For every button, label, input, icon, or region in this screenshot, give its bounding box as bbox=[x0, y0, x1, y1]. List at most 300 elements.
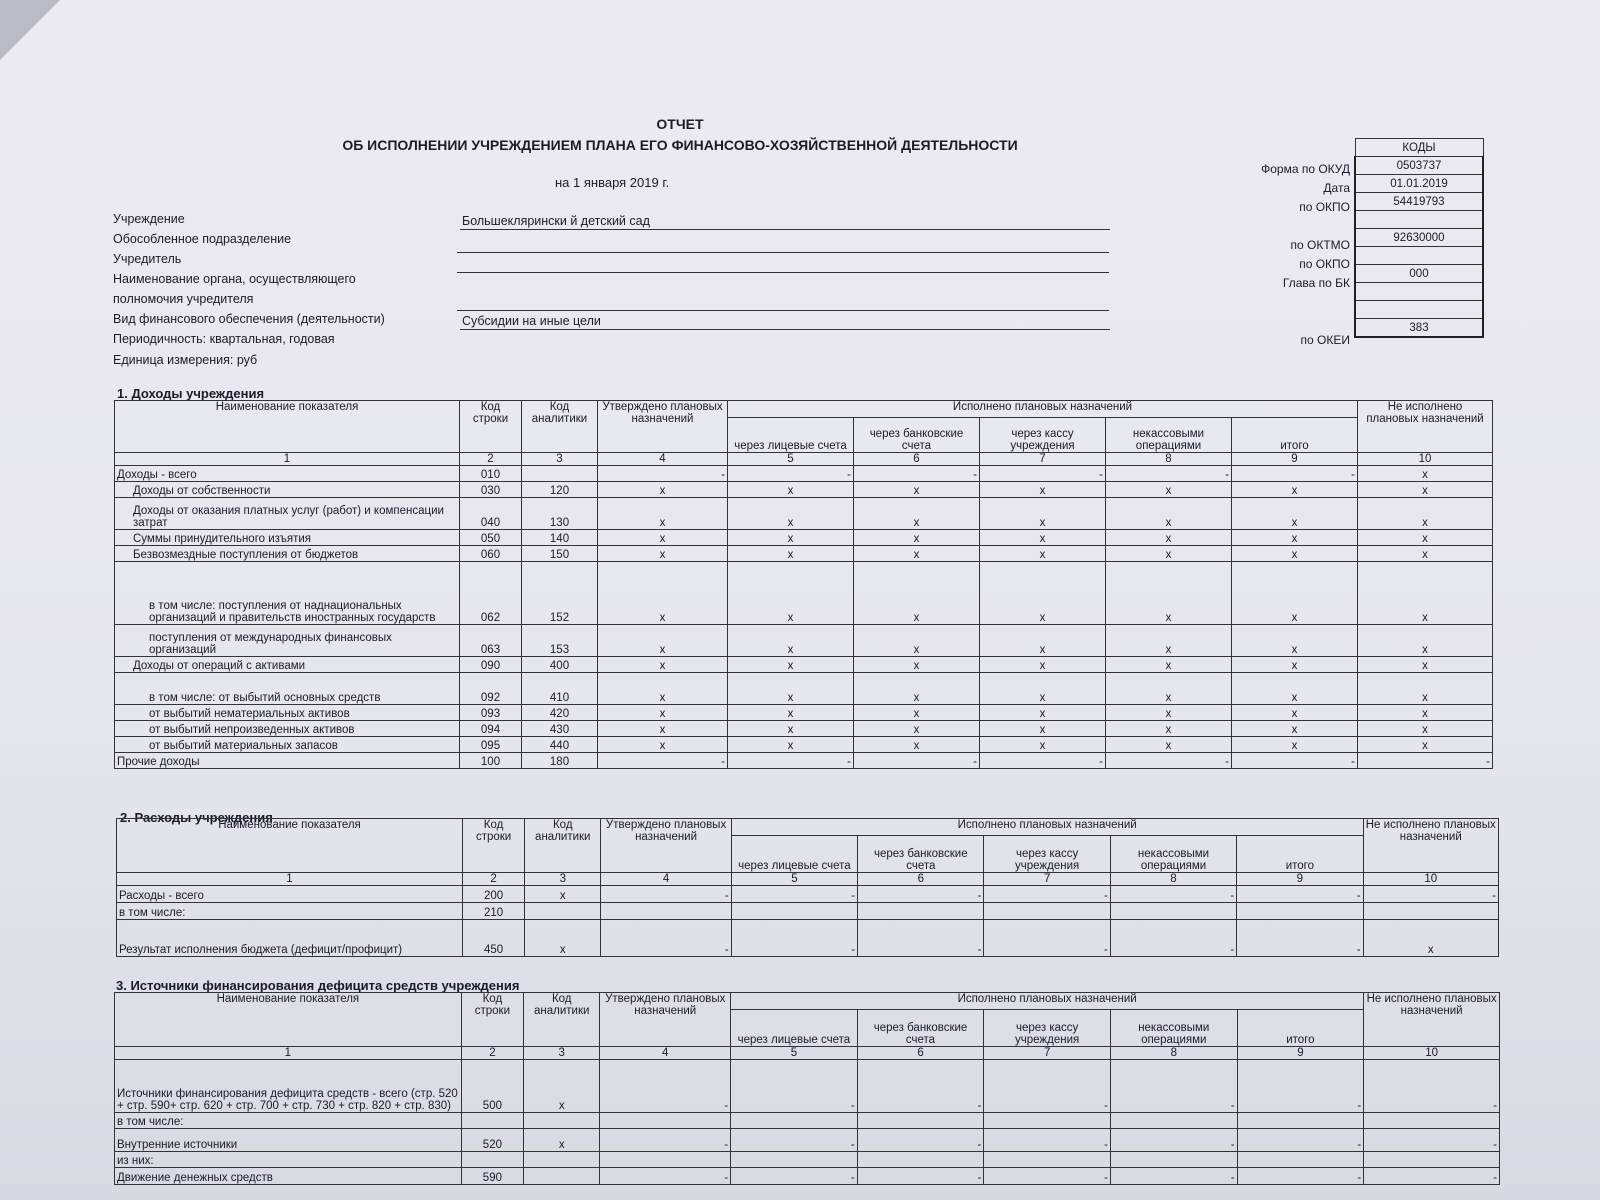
row-value: - bbox=[1358, 753, 1493, 769]
row-code: 093 bbox=[460, 705, 522, 721]
row-name: от выбытий материальных запасов bbox=[115, 737, 460, 753]
row-value bbox=[1237, 903, 1363, 920]
col-number: 9 bbox=[1237, 873, 1363, 886]
row-value: - bbox=[1106, 466, 1232, 482]
row-analytic bbox=[525, 903, 601, 920]
row-code bbox=[461, 1152, 523, 1168]
col-header-unexecuted: Не исполнено плановых назначений bbox=[1358, 401, 1493, 453]
row-value bbox=[1237, 1152, 1364, 1168]
row-value: х bbox=[598, 562, 728, 625]
row-name: от выбытий нематериальных активов bbox=[115, 705, 460, 721]
row-value: - bbox=[731, 920, 857, 957]
row-analytic: 153 bbox=[522, 625, 598, 657]
row-name: от выбытий непроизведенных активов bbox=[115, 721, 460, 737]
table-row bbox=[115, 1060, 1500, 1113]
row-value: - bbox=[1363, 886, 1498, 903]
row-code: 062 bbox=[460, 562, 522, 625]
row-value bbox=[731, 1113, 858, 1129]
row-code: 092 bbox=[460, 673, 522, 705]
row-value: х bbox=[1106, 657, 1232, 673]
row-value: - bbox=[858, 886, 984, 903]
row-value: х bbox=[1358, 562, 1493, 625]
row-value: - bbox=[1364, 1129, 1500, 1152]
row-value: х bbox=[1106, 721, 1232, 737]
row-value bbox=[1364, 1113, 1500, 1129]
date-code: 01.01.2019 bbox=[1355, 175, 1483, 193]
row-analytic: 440 bbox=[522, 737, 598, 753]
folded-corner bbox=[0, 0, 60, 60]
row-value: - bbox=[857, 1060, 984, 1113]
row-value: х bbox=[598, 498, 728, 530]
row-value: - bbox=[600, 1168, 731, 1185]
table-row bbox=[115, 721, 1493, 737]
row-code: 095 bbox=[460, 737, 522, 753]
row-value: х bbox=[598, 530, 728, 546]
row-value bbox=[1110, 1113, 1237, 1129]
row-value: х bbox=[1358, 737, 1493, 753]
row-value: х bbox=[728, 546, 854, 562]
row-code: 050 bbox=[460, 530, 522, 546]
date-code-label: Дата bbox=[1323, 181, 1350, 195]
col-number: 2 bbox=[462, 873, 524, 886]
unit-label: Единица измерения: руб bbox=[113, 353, 258, 367]
row-value bbox=[600, 1152, 731, 1168]
row-value: х bbox=[854, 705, 980, 721]
col-header-executed: Исполнено плановых назначений bbox=[728, 401, 1358, 418]
row-value: - bbox=[1110, 920, 1236, 957]
founder-line bbox=[457, 271, 1109, 273]
row-name: Внутренние источники bbox=[115, 1129, 462, 1152]
col-number: 2 bbox=[461, 1047, 523, 1060]
row-code: 520 bbox=[461, 1129, 523, 1152]
row-value bbox=[600, 1113, 731, 1129]
row-value: х bbox=[598, 673, 728, 705]
table-row bbox=[115, 482, 1493, 498]
row-value bbox=[1364, 1152, 1500, 1168]
row-value: х bbox=[598, 482, 728, 498]
okpo-label: по ОКПО bbox=[1299, 200, 1350, 214]
col-number: 4 bbox=[600, 1047, 731, 1060]
row-value: - bbox=[984, 1129, 1111, 1152]
table-row bbox=[115, 753, 1493, 769]
row-name: Суммы принудительного изъятия bbox=[115, 530, 460, 546]
row-value: - bbox=[980, 466, 1106, 482]
row-value: х bbox=[1232, 530, 1358, 546]
col-number: 3 bbox=[524, 1047, 600, 1060]
row-name: Безвозмездные поступления от бюджетов bbox=[115, 546, 460, 562]
sources-table bbox=[114, 992, 1500, 1185]
row-code: 010 bbox=[460, 466, 522, 482]
col-header-analytic: Код аналитики bbox=[522, 401, 598, 453]
row-name: в том числе: bbox=[117, 903, 463, 920]
col-number: 10 bbox=[1363, 873, 1498, 886]
row-value: х bbox=[728, 657, 854, 673]
col-number: 4 bbox=[598, 453, 728, 466]
col-header-total: итого bbox=[1232, 418, 1358, 453]
row-analytic: 150 bbox=[522, 546, 598, 562]
row-value: х bbox=[1232, 705, 1358, 721]
row-analytic: 130 bbox=[522, 498, 598, 530]
row-value: - bbox=[1237, 1168, 1364, 1185]
row-value: х bbox=[1358, 482, 1493, 498]
col-header-noncash: некассовыми операциями bbox=[1110, 836, 1236, 873]
oktmo-label: по ОКТМО bbox=[1290, 238, 1350, 252]
row-analytic: х bbox=[524, 1129, 600, 1152]
row-value: х bbox=[1106, 705, 1232, 721]
row-code: 063 bbox=[460, 625, 522, 657]
col-header-bank: через банковские счета bbox=[858, 836, 984, 873]
col-number: 1 bbox=[117, 873, 463, 886]
row-value: х bbox=[1358, 657, 1493, 673]
okpo2-label: по ОКПО bbox=[1299, 257, 1350, 271]
row-value: х bbox=[728, 530, 854, 546]
institution-value: Большеклярински й детский сад bbox=[460, 214, 1110, 230]
row-value: х bbox=[1358, 705, 1493, 721]
row-value: х bbox=[728, 737, 854, 753]
row-value: х bbox=[1232, 498, 1358, 530]
row-code: 590 bbox=[461, 1168, 523, 1185]
fin-type-label: Вид финансового обеспечения (деятельности) bbox=[113, 312, 385, 326]
report-title: ОТЧЕТ bbox=[656, 116, 704, 132]
row-value bbox=[857, 1113, 984, 1129]
row-analytic: 120 bbox=[522, 482, 598, 498]
row-code: 200 bbox=[462, 886, 524, 903]
row-code: 094 bbox=[460, 721, 522, 737]
row-value bbox=[1363, 903, 1498, 920]
row-value: х bbox=[854, 673, 980, 705]
row-value: х bbox=[1106, 530, 1232, 546]
row-name: Доходы от собственности bbox=[115, 482, 460, 498]
row-value bbox=[1110, 903, 1236, 920]
okei-code: 383 bbox=[1355, 319, 1483, 338]
row-value: х bbox=[1358, 721, 1493, 737]
row-value: - bbox=[857, 1129, 984, 1152]
period-label: Периодичность: квартальная, годовая bbox=[113, 332, 335, 346]
row-value: - bbox=[1237, 920, 1363, 957]
table-row bbox=[115, 705, 1493, 721]
row-value: х bbox=[598, 657, 728, 673]
row-value: х bbox=[980, 657, 1106, 673]
col-header-analytic: Код аналитики bbox=[525, 819, 601, 873]
okpo-code: 54419793 bbox=[1355, 193, 1483, 211]
row-value: х bbox=[980, 546, 1106, 562]
col-header-noncash: некассовыми операциями bbox=[1110, 1010, 1237, 1047]
row-analytic bbox=[522, 466, 598, 482]
row-value: х bbox=[980, 482, 1106, 498]
col-header-executed: Исполнено плановых назначений bbox=[731, 993, 1364, 1010]
row-value bbox=[601, 903, 731, 920]
row-value: х bbox=[728, 625, 854, 657]
okud-code: 0503737 bbox=[1355, 157, 1483, 175]
row-value: - bbox=[1110, 886, 1236, 903]
row-value: - bbox=[600, 1129, 731, 1152]
col-header-name: Наименование показателя bbox=[117, 819, 463, 873]
col-number: 1 bbox=[115, 1047, 462, 1060]
row-value: х bbox=[854, 657, 980, 673]
row-value: х bbox=[980, 705, 1106, 721]
col-header-code: Код строки bbox=[462, 819, 524, 873]
row-value bbox=[984, 903, 1110, 920]
row-value: х bbox=[854, 625, 980, 657]
table-row bbox=[117, 903, 1499, 920]
row-value: х bbox=[598, 546, 728, 562]
row-value: х bbox=[980, 498, 1106, 530]
oktmo-code: 92630000 bbox=[1355, 229, 1483, 247]
row-value: - bbox=[1237, 1060, 1364, 1113]
row-value: х bbox=[854, 482, 980, 498]
col-header-personal: через лицевые счета bbox=[728, 418, 854, 453]
row-value bbox=[857, 1152, 984, 1168]
table-row bbox=[115, 1113, 1500, 1129]
row-value: - bbox=[980, 753, 1106, 769]
row-value: х bbox=[728, 482, 854, 498]
section2-title: 2. Расходы учреждения bbox=[120, 810, 273, 825]
row-value: х bbox=[728, 705, 854, 721]
organ-label: Наименование органа, осуществляющего bbox=[113, 272, 356, 286]
section1-title: 1. Доходы учреждения bbox=[117, 386, 265, 401]
row-value: х bbox=[980, 737, 1106, 753]
bk-code: 000 bbox=[1355, 265, 1483, 283]
codes-table bbox=[1354, 138, 1484, 338]
row-analytic bbox=[524, 1113, 600, 1129]
row-value: - bbox=[1364, 1168, 1500, 1185]
col-header-name: Наименование показателя bbox=[115, 993, 462, 1047]
col-header-cash: через кассу учреждения bbox=[984, 836, 1110, 873]
col-number: 5 bbox=[731, 1047, 858, 1060]
col-header-total: итого bbox=[1237, 836, 1363, 873]
table-row bbox=[115, 625, 1493, 657]
col-header-cash: через кассу учреждения bbox=[984, 1010, 1111, 1047]
row-value: х bbox=[854, 721, 980, 737]
col-number: 3 bbox=[522, 453, 598, 466]
row-value: - bbox=[1110, 1060, 1237, 1113]
col-number: 5 bbox=[728, 453, 854, 466]
row-analytic: х bbox=[524, 1060, 600, 1113]
row-value: х bbox=[980, 625, 1106, 657]
row-value: х bbox=[980, 673, 1106, 705]
founder-label: Учредитель bbox=[113, 252, 182, 266]
empty-code bbox=[1355, 301, 1483, 319]
col-header-unexecuted: Не исполнено плановых назначений bbox=[1363, 819, 1498, 873]
row-value: х bbox=[1106, 625, 1232, 657]
row-value: - bbox=[984, 1060, 1111, 1113]
row-value: - bbox=[1110, 1168, 1237, 1185]
row-code: 030 bbox=[460, 482, 522, 498]
table-row bbox=[115, 657, 1493, 673]
row-value: - bbox=[984, 1168, 1111, 1185]
row-name: Доходы - всего bbox=[115, 466, 460, 482]
row-analytic bbox=[524, 1168, 600, 1185]
row-value: х bbox=[728, 562, 854, 625]
row-analytic bbox=[524, 1152, 600, 1168]
row-value: - bbox=[1110, 1129, 1237, 1152]
row-value: х bbox=[854, 546, 980, 562]
empty-code bbox=[1355, 283, 1483, 301]
row-value: - bbox=[858, 920, 984, 957]
row-name: из них: bbox=[115, 1152, 462, 1168]
row-value: х bbox=[1358, 530, 1493, 546]
col-number: 8 bbox=[1106, 453, 1232, 466]
row-value: - bbox=[731, 886, 857, 903]
row-value: - bbox=[1106, 753, 1232, 769]
section3-title: 3. Источники финансирования дефицита средств учреждения bbox=[116, 978, 520, 993]
row-value: - bbox=[1237, 1129, 1364, 1152]
row-value: - bbox=[731, 1168, 858, 1185]
row-value: х bbox=[728, 498, 854, 530]
report-subtitle: ОБ ИСПОЛНЕНИИ УЧРЕЖДЕНИЕМ ПЛАНА ЕГО ФИНАНСОВО-ХОЗЯЙСТВЕННОЙ ДЕЯТЕЛЬНОСТИ bbox=[342, 137, 1018, 153]
organ-line bbox=[457, 309, 1109, 311]
row-value: - bbox=[600, 1060, 731, 1113]
row-name: в том числе: поступления от наднациональных организаций и правительств иностранных государств bbox=[115, 562, 460, 625]
col-number: 1 bbox=[115, 453, 460, 466]
col-number: 9 bbox=[1232, 453, 1358, 466]
row-name: поступления от международных финансовых организаций bbox=[115, 625, 460, 657]
row-value: х bbox=[1358, 498, 1493, 530]
row-name: Доходы от операций с активами bbox=[115, 657, 460, 673]
row-value: х bbox=[1232, 673, 1358, 705]
row-value: - bbox=[857, 1168, 984, 1185]
row-value: х bbox=[728, 673, 854, 705]
col-number: 9 bbox=[1237, 1047, 1364, 1060]
row-code: 040 bbox=[460, 498, 522, 530]
table-row bbox=[115, 1152, 1500, 1168]
subdivision-label: Обособленное подразделение bbox=[113, 232, 292, 246]
row-name: Движение денежных средств bbox=[115, 1168, 462, 1185]
row-analytic: 152 bbox=[522, 562, 598, 625]
col-header-cash: через кассу учреждения bbox=[980, 418, 1106, 453]
col-number: 10 bbox=[1364, 1047, 1500, 1060]
row-value: - bbox=[598, 466, 728, 482]
row-value: х bbox=[1106, 482, 1232, 498]
row-value: х bbox=[728, 721, 854, 737]
col-number: 8 bbox=[1110, 873, 1236, 886]
row-analytic: 410 bbox=[522, 673, 598, 705]
institution-label: Учреждение bbox=[113, 212, 185, 226]
row-analytic: 430 bbox=[522, 721, 598, 737]
row-value: х bbox=[1106, 546, 1232, 562]
row-name: Источники финансирования дефицита средств - всего (стр. 520 + стр. 590+ стр. 620 + стр. 700 + стр. 730 + стр. 820 + стр. 830) bbox=[115, 1060, 462, 1113]
row-value: х bbox=[598, 737, 728, 753]
col-number: 7 bbox=[984, 873, 1110, 886]
table-row bbox=[115, 530, 1493, 546]
row-value: х bbox=[1358, 466, 1493, 482]
report-date: на 1 января 2019 г. bbox=[555, 175, 670, 190]
table-row bbox=[115, 737, 1493, 753]
row-value: - bbox=[984, 920, 1110, 957]
table-row bbox=[115, 466, 1493, 482]
col-header-executed: Исполнено плановых назначений bbox=[731, 819, 1363, 836]
row-analytic: 140 bbox=[522, 530, 598, 546]
row-value: х bbox=[980, 721, 1106, 737]
table-row bbox=[115, 673, 1493, 705]
row-value: х bbox=[1358, 625, 1493, 657]
col-header-approved: Утверждено плановых назначений bbox=[600, 993, 731, 1047]
col-header-total: итого bbox=[1237, 1010, 1364, 1047]
col-header-unexecuted: Не исполнено плановых назначений bbox=[1364, 993, 1500, 1047]
row-name: в том числе: от выбытий основных средств bbox=[115, 673, 460, 705]
okud-label: Форма по ОКУД bbox=[1261, 162, 1350, 176]
col-header-code: Код строки bbox=[460, 401, 522, 453]
row-value: х bbox=[598, 721, 728, 737]
row-value: - bbox=[601, 920, 731, 957]
row-name: Результат исполнения бюджета (дефицит/профицит) bbox=[117, 920, 463, 957]
row-value bbox=[731, 903, 857, 920]
row-value bbox=[984, 1113, 1111, 1129]
table-row bbox=[115, 1129, 1500, 1152]
row-value: х bbox=[1363, 920, 1498, 957]
organ-label-2: полномочия учредителя bbox=[113, 292, 254, 306]
row-value: - bbox=[601, 886, 731, 903]
col-number: 10 bbox=[1358, 453, 1493, 466]
row-value: - bbox=[854, 466, 980, 482]
col-header-approved: Утверждено плановых назначений bbox=[598, 401, 728, 453]
okei-label: по ОКЕИ bbox=[1300, 333, 1350, 347]
col-header-approved: Утверждено плановых назначений bbox=[601, 819, 731, 873]
row-value: х bbox=[1358, 673, 1493, 705]
col-number: 7 bbox=[984, 1047, 1111, 1060]
col-number: 3 bbox=[525, 873, 601, 886]
table-row bbox=[115, 1168, 1500, 1185]
empty-code bbox=[1355, 211, 1483, 229]
row-value bbox=[731, 1152, 858, 1168]
row-value: х bbox=[980, 530, 1106, 546]
subdivision-line bbox=[457, 251, 1109, 253]
row-value: х bbox=[598, 625, 728, 657]
okpo2-code bbox=[1355, 247, 1483, 265]
col-number: 6 bbox=[854, 453, 980, 466]
col-number: 6 bbox=[858, 873, 984, 886]
income-table bbox=[114, 400, 1493, 769]
row-code bbox=[461, 1113, 523, 1129]
table-row bbox=[115, 498, 1493, 530]
col-header-analytic: Код аналитики bbox=[524, 993, 600, 1047]
col-number: 6 bbox=[857, 1047, 984, 1060]
row-analytic: х bbox=[525, 920, 601, 957]
row-value: х bbox=[1232, 721, 1358, 737]
expenses-table bbox=[116, 818, 1499, 957]
col-header-bank: через банковские счета bbox=[857, 1010, 984, 1047]
row-value bbox=[1110, 1152, 1237, 1168]
row-value: х bbox=[1106, 498, 1232, 530]
row-value: х bbox=[1232, 625, 1358, 657]
row-value: - bbox=[728, 753, 854, 769]
col-header-code: Код строки bbox=[461, 993, 523, 1047]
row-name: Доходы от оказания платных услуг (работ) и компенсации затрат bbox=[115, 498, 460, 530]
row-value: х bbox=[1232, 482, 1358, 498]
row-value: х bbox=[1232, 737, 1358, 753]
row-value bbox=[984, 1152, 1111, 1168]
col-header-bank: через банковские счета bbox=[854, 418, 980, 453]
row-value: - bbox=[854, 753, 980, 769]
col-number: 8 bbox=[1110, 1047, 1237, 1060]
row-value bbox=[858, 903, 984, 920]
bk-label: Глава по БК bbox=[1282, 276, 1350, 290]
row-analytic: х bbox=[525, 886, 601, 903]
row-value: х bbox=[1232, 546, 1358, 562]
row-value: - bbox=[1237, 886, 1363, 903]
row-value: х bbox=[1106, 673, 1232, 705]
row-value: - bbox=[1232, 466, 1358, 482]
col-header-personal: через лицевые счета bbox=[731, 1010, 858, 1047]
col-number: 7 bbox=[980, 453, 1106, 466]
row-name: Прочие доходы bbox=[115, 753, 460, 769]
row-value: х bbox=[980, 562, 1106, 625]
row-code: 100 bbox=[460, 753, 522, 769]
row-name: Расходы - всего bbox=[117, 886, 463, 903]
row-name: в том числе: bbox=[115, 1113, 462, 1129]
row-value: - bbox=[731, 1129, 858, 1152]
row-code: 090 bbox=[460, 657, 522, 673]
